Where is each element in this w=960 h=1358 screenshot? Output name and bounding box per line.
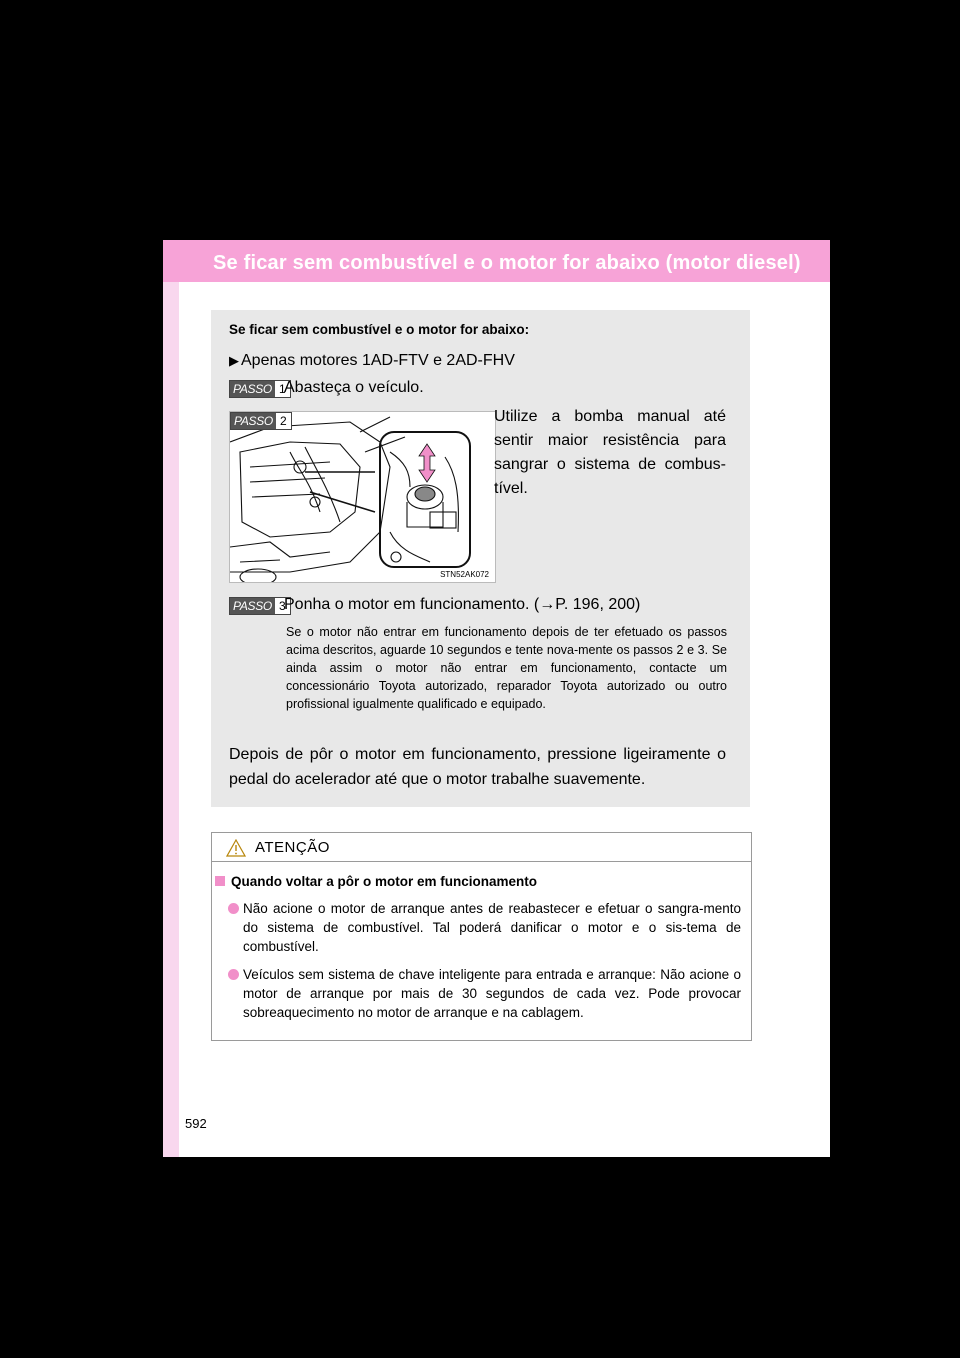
warning-triangle-icon [226,839,246,857]
warning-box [211,832,752,1041]
side-margin-bar [163,240,179,1157]
warning-subheading-text: Quando voltar a pôr o motor em funcionamento [231,874,538,889]
engine-figure [229,411,496,583]
pink-bullet-icon [228,969,239,980]
figure-code: STN52AK072 [440,570,489,579]
step-badge-word: PASSO [231,413,276,429]
step-3-text: Ponha o motor em funcionamento. (→P. 196, 200) [284,596,641,613]
warning-item-text: Não acione o motor de arranque antes de reabastecer e efetuar o sangra-mento do sistema de combustível. Tal poderá danificar o motor e o sis-tema de combustível. [243,901,741,954]
procedure-box [211,310,750,807]
engine-illustration [230,412,495,582]
warning-title: ATENÇÃO [255,839,330,856]
step-3-note: Se o motor não entrar em funcionamento depois de ter efetuado os passos acima descritos, aguarde 10 segundos e tente nova-mente os passos 2 e 3. Se ainda assim o motor não entrar em funcionamento, contacte um concessionário Toyota autorizado, reparador Toyota autorizado ou outro profissional igualmente qualificado e equipado. [286,625,727,711]
step-1-text: Abasteça o veículo. [284,379,424,396]
procedure-heading: Se ficar sem combustível e o motor for abaixo: [229,322,530,337]
triangle-arrow-icon: ▶ [229,353,239,368]
step-badge-word: PASSO [230,598,275,614]
warning-header [212,833,751,862]
warning-item [228,965,741,1022]
pink-bullet-icon [228,903,239,914]
pink-square-icon [215,876,225,886]
manual-page [163,240,830,1157]
step-badge-2 [230,412,292,430]
applicability-text: Apenas motores 1AD-FTV e 2AD-FHV [241,352,515,369]
warning-item-text: Veículos sem sistema de chave inteligente para entrada e arranque: Não acione o motor de arranque por mais de 30 segundos de cada vez. Pode provocar sobreaquecimento no motor de arranque e na cablagem. [243,967,741,1020]
applicability-line [229,352,515,370]
step-badge-3 [229,597,291,615]
page-number: 592 [185,1116,207,1131]
step-badge-word: PASSO [230,381,275,397]
step-badge-number: 3 [275,598,290,614]
step-badge-1 [229,380,291,398]
after-start-text: Depois de pôr o motor em funcionamento, pressione ligeiramente o pedal do acelerador até que o motor trabalhe suavemente. [229,746,726,788]
pump-arrow-icon [419,444,435,482]
step-badge-number: 2 [276,413,291,429]
warning-item [228,899,741,956]
section-header [163,240,830,282]
section-title: Se ficar sem combustível e o motor for abaixo (motor diesel) [213,252,801,274]
warning-subheading [212,874,537,889]
step-2-text: Utilize a bomba manual até sentir maior resistência para sangrar o sistema de combus-tível. [494,408,726,497]
step-badge-number: 1 [275,381,290,397]
